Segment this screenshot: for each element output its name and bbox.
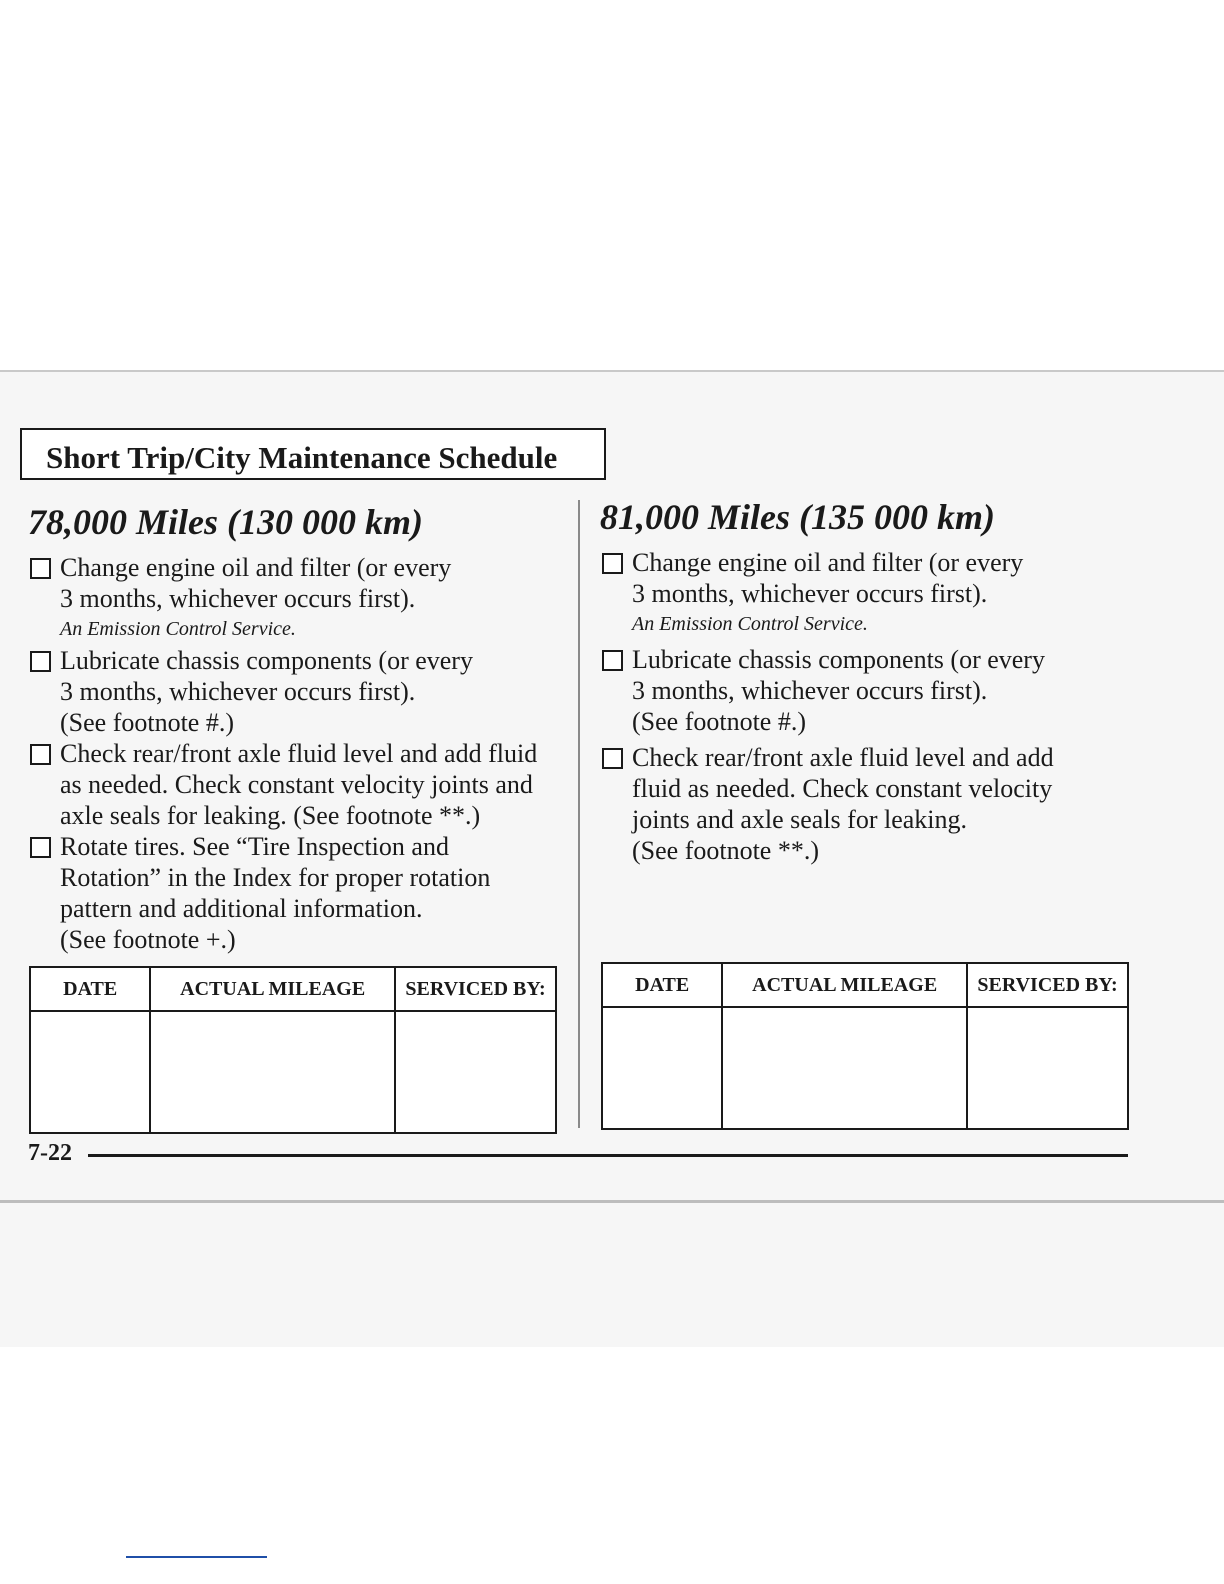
checkbox-icon[interactable] (602, 748, 623, 769)
serviced-by-cell[interactable] (395, 1011, 556, 1133)
item-line: joints and axle seals for leaking. (632, 805, 968, 834)
item-line: Lubricate chassis components (or every (632, 645, 1045, 674)
date-cell[interactable] (30, 1011, 150, 1133)
checkbox-icon[interactable] (602, 650, 623, 671)
mileage-cell[interactable] (150, 1011, 395, 1133)
schedule-title-box (20, 428, 606, 480)
checkbox-icon[interactable] (30, 837, 51, 858)
schedule-title: Short Trip/City Maintenance Schedule (46, 440, 558, 475)
service-log-table (29, 966, 557, 1134)
emission-note: An Emission Control Service. (632, 613, 868, 635)
header-date: DATE (30, 967, 150, 1011)
service-item-axle-fluid (28, 738, 573, 831)
emission-note: An Emission Control Service. (60, 618, 296, 640)
service-item-lubricate-chassis (28, 645, 573, 738)
checkbox-icon[interactable] (30, 651, 51, 672)
item-line: (See footnote #.) (632, 707, 807, 736)
item-line: as needed. Check constant velocity joints and (60, 770, 533, 799)
header-date: DATE (602, 963, 722, 1007)
item-line: Lubricate chassis components (or every (60, 646, 473, 675)
service-item-oil-change (600, 547, 1145, 640)
interval-heading: 78,000 Miles (130 000 km) (28, 502, 423, 542)
item-line: Rotate tires. See “Tire Inspection and (60, 832, 449, 861)
checkbox-icon[interactable] (30, 558, 51, 579)
date-cell[interactable] (602, 1007, 722, 1129)
item-line: 3 months, whichever occurs first). (632, 579, 988, 608)
column-divider (578, 500, 580, 1128)
item-line: (See footnote **.) (632, 836, 820, 865)
item-line: fluid as needed. Check constant velocity (632, 774, 1053, 803)
header-serviced-by: SERVICED BY: (967, 963, 1128, 1007)
footer-rule (88, 1154, 1128, 1157)
link-underline (126, 1556, 267, 1558)
item-line: Change engine oil and filter (or every (632, 548, 1024, 577)
service-item-rotate-tires (28, 831, 573, 955)
item-line: Check rear/front axle fluid level and add fluid (60, 739, 538, 768)
item-line: Rotation” in the Index for proper rotation (60, 863, 491, 892)
header-actual-mileage: ACTUAL MILEAGE (150, 967, 395, 1011)
item-line: Change engine oil and filter (or every (60, 553, 452, 582)
bottom-edge-rule (0, 1200, 1224, 1203)
header-serviced-by: SERVICED BY: (395, 967, 556, 1011)
item-line: (See footnote #.) (60, 708, 235, 737)
page-number: 7-22 (28, 1140, 72, 1166)
checkbox-icon[interactable] (30, 744, 51, 765)
item-line: Check rear/front axle fluid level and add (632, 743, 1054, 772)
mileage-cell[interactable] (722, 1007, 967, 1129)
item-line: 3 months, whichever occurs first). (60, 584, 416, 613)
item-line: pattern and additional information. (60, 894, 423, 923)
header-actual-mileage: ACTUAL MILEAGE (722, 963, 967, 1007)
interval-78000-column (28, 500, 573, 955)
service-item-lubricate-chassis (600, 644, 1145, 737)
service-item-oil-change (28, 552, 573, 645)
checkbox-icon[interactable] (602, 553, 623, 574)
item-line: (See footnote +.) (60, 925, 236, 954)
item-line: 3 months, whichever occurs first). (60, 677, 416, 706)
service-log-table (601, 962, 1129, 1130)
interval-81000-column (600, 495, 1145, 866)
interval-heading: 81,000 Miles (135 000 km) (600, 497, 995, 537)
item-line: axle seals for leaking. (See footnote **.) (60, 801, 481, 830)
serviced-by-cell[interactable] (967, 1007, 1128, 1129)
service-item-axle-fluid (600, 742, 1145, 866)
item-line: 3 months, whichever occurs first). (632, 676, 988, 705)
